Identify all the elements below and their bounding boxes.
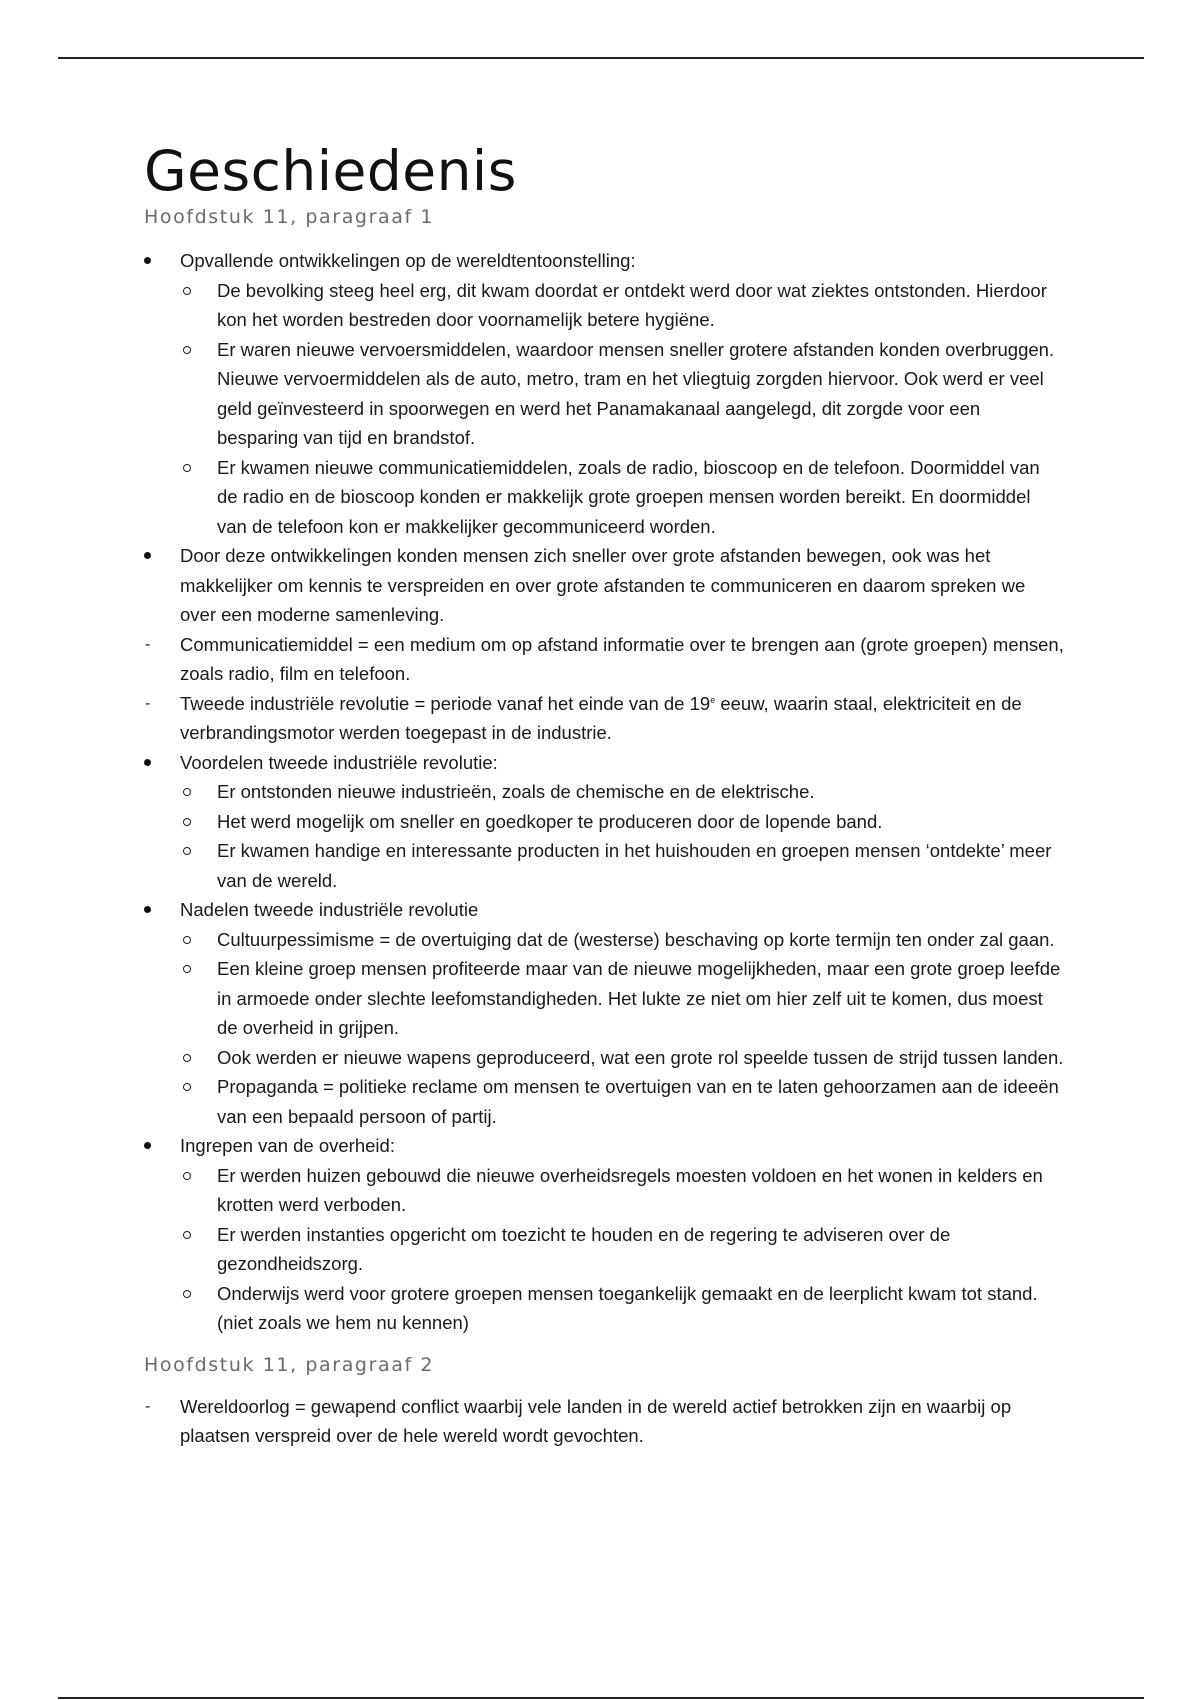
circle-bullet-icon [183,965,191,973]
list-item [144,689,1064,748]
sub-list-item-text: Ook werden er nieuwe wapens geproduceerd, wat een grote rol speelde tussen de strijd tussen landen. [217,1046,1064,1068]
sub-list-item-text: Er werden huizen gebouwd die nieuwe overheidsregels moesten voldoen en het wonen in kelders en krotten werd verboden. [217,1164,1043,1215]
sub-list-item-text: De bevolking steeg heel erg, dit kwam doordat er ontdekt werd door wat ziektes ontstonden. Hierdoor kon het worden bestreden door voornamelijk betere hygiëne. [217,279,1047,330]
list-item-text: Opvallende ontwikkelingen op de wereldtentoonstelling: [180,250,636,271]
section-heading: Hoofdstuk 11, paragraaf 1 [144,206,435,228]
circle-bullet-icon [183,1083,191,1091]
sub-list-item [180,954,1064,1043]
sub-list [180,777,1064,895]
superscript: e [710,694,716,705]
sub-list-item [180,453,1064,542]
list-item [144,541,1064,630]
sub-list-item-text: Er kwamen handige en interessante producten in het huishouden en groepen mensen ‘ontdekte’ meer van de wereld. [217,840,1052,891]
sub-list-item-text: Propaganda = politieke reclame om mensen te overtuigen van en te laten gehoorzamen aan de ideeën van een bepaald persoon of partij. [217,1076,1059,1127]
circle-bullet-icon [183,936,191,944]
sub-list-item [180,1161,1064,1220]
sub-list-item-text: Het werd mogelijk om sneller en goedkoper te produceren door de lopende band. [217,810,883,832]
list-item [144,895,1064,1131]
circle-bullet-icon [183,287,191,295]
circle-bullet-icon [183,464,191,472]
document-title: Geschiedenis [144,139,517,203]
list-item-text: Communicatiemiddel = een medium om op afstand informatie over te brengen aan (grote groepen) mensen, zoals radio, film en telefoon. [180,633,1064,684]
sub-list-item [180,836,1064,895]
sub-list-item [180,777,1064,807]
circle-bullet-icon [183,788,191,796]
list-item-text-before: Tweede industriële revolutie = periode vanaf het einde van de 19 [180,692,711,714]
list-item [144,630,1064,689]
list-item-text: Voordelen tweede industriële revolutie: [180,751,498,773]
header-rule [58,57,1144,59]
sub-list-item [180,925,1064,955]
sub-list [180,276,1064,542]
list-item [144,1392,1064,1451]
sub-list-item [180,276,1064,335]
list-item-text: Wereldoorlog = gewapend conflict waarbij vele landen in de wereld actief betrokken zijn en waarbij op plaatsen verspreid over de hele wereld wordt gevochten. [180,1395,1012,1446]
circle-bullet-icon [183,1172,191,1180]
sub-list-item-text: Er werden instanties opgericht om toezicht te houden en de regering te adviseren over de gezondheidszorg. [217,1223,951,1274]
footer-rule [58,1697,1144,1699]
circle-bullet-icon [183,818,191,826]
sub-list [180,1161,1064,1338]
sub-list-item-text: Er kwamen nieuwe communicatiemiddelen, zoals de radio, bioscoop en de telefoon. Doormiddel van de radio en de bioscoop konden er makkelijk grote groepen mensen worden bereikt. En doormiddel van de telefoon kon er makkelijker gecommuniceerd worden. [217,456,1040,537]
list-item [144,246,1064,541]
list-item-text: Door deze ontwikkelingen konden mensen zich sneller over grote afstanden bewegen, ook was het makkelijker om kennis te verspreiden en over grote afstanden te communiceren en daarom spreken we over een moderne samenleving. [180,545,1026,625]
list-item-text: Ingrepen van de overheid: [180,1135,395,1156]
circle-bullet-icon [183,1054,191,1062]
sub-list-item-text: Er ontstonden nieuwe industrieën, zoals de chemische en de elektrische. [217,781,815,802]
circle-bullet-icon [183,1231,191,1239]
list-item-text: Nadelen tweede industriële revolutie [180,899,479,920]
sub-list-item [180,1220,1064,1279]
list-item-text-after: eeuw, waarin staal, elektriciteit en de verbrandingsmotor werden toegepast in de industrie. [180,692,1022,743]
circle-bullet-icon [183,1290,191,1298]
sub-list-item-text: Een kleine groep mensen profiteerde maar van de nieuwe mogelijkheden, maar een grote groep leefde in armoede onder slechte leefomstandigheden. Het lukte ze niet om hier zelf uit te komen, dus moest de overheid in grijpen. [217,958,1061,1038]
sub-list-item [180,1279,1064,1338]
sub-list-item-text: Onderwijs werd voor grotere groepen mensen toegankelijk gemaakt en de leerplicht kwam tot stand. (niet zoals we hem nu kennen) [217,1282,1038,1333]
section-heading: Hoofdstuk 11, paragraaf 2 [144,1353,435,1376]
sub-list-item [180,1043,1064,1073]
circle-bullet-icon [183,847,191,855]
sub-list-item [180,335,1064,453]
list-item [144,1131,1064,1338]
section-list [144,246,1064,1338]
sub-list-item [180,807,1064,837]
sub-list-item [180,1072,1064,1131]
list-item [144,748,1064,896]
sub-list-item-text: Er waren nieuwe vervoersmiddelen, waardoor mensen sneller grotere afstanden konden overbruggen. Nieuwe vervoermiddelen als de auto, metro, tram en het vliegtuig zorgden hiervoor. Ook werd er veel geld geïnvesteerd in spoorwegen en werd het Panamakanaal aangelegd, dit zorgde voor een besparing van tijd en brandstof. [217,338,1055,448]
section-list [144,1392,1064,1451]
circle-bullet-icon [183,346,191,354]
document-body [144,138,1064,1451]
sub-list [180,925,1064,1132]
sub-list-item-text: Cultuurpessimisme = de overtuiging dat de (westerse) beschaving op korte termijn ten onder zal gaan. [217,928,1055,950]
